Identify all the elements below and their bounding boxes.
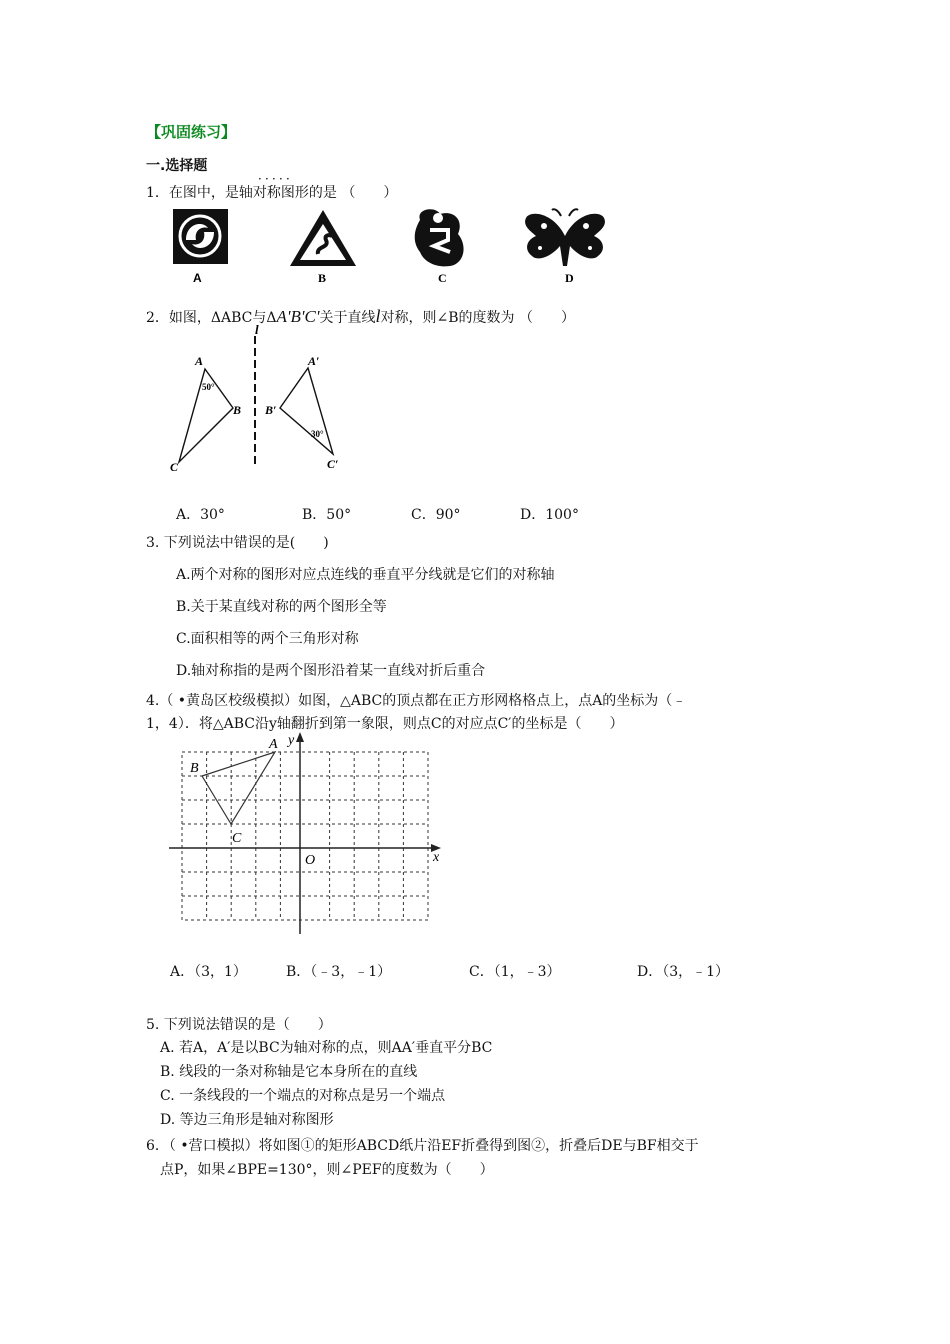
q5-option-b[interactable]: B. 线段的一条对称轴是它本身所在的直线 [160, 1064, 418, 1080]
figure-c-stamp [415, 209, 464, 266]
q5-option-d[interactable]: D. 等边三角形是轴对称图形 [160, 1112, 334, 1128]
figure-a-label: A [193, 271, 202, 285]
label-c-prime: C′ [327, 457, 339, 471]
y-axis-arrow [296, 732, 304, 742]
q4-option-c[interactable]: C．（1，﹣3） [469, 964, 561, 980]
part-heading: 一.选择题 [146, 158, 208, 174]
q3-option-b[interactable]: B.关于某直线对称的两个图形全等 [176, 599, 387, 615]
label-a-prime: A′ [308, 354, 320, 368]
figure-b-triangle [290, 210, 356, 266]
q2-figure [165, 322, 355, 477]
label-b-prime: B′ [265, 403, 277, 417]
q4-grid-figure [165, 728, 450, 938]
label-a: A [195, 354, 204, 368]
q3-option-d[interactable]: D.轴对称指的是两个图形沿着某一直线对折后重合 [176, 663, 486, 679]
q3-stem: 3. 下列说法中错误的是( ) [146, 535, 329, 551]
symmetry-line-label: l [255, 322, 259, 337]
q3-option-c[interactable]: C.面积相等的两个三角形对称 [176, 631, 359, 647]
y-axis-label: y [288, 733, 295, 748]
q3-option-a[interactable]: A.两个对称的图形对应点连线的垂直平分线就是它们的对称轴 [176, 567, 555, 583]
label-c: C [170, 460, 179, 474]
q2-option-b[interactable]: B．50° [302, 507, 352, 523]
figure-d-butterfly [525, 209, 605, 266]
q2-stem-start: 2．如图，ΔABC与Δ [146, 310, 277, 326]
emphasis-dots: ．．．．． [258, 168, 300, 182]
q1-stem: 1．在图中，是轴对称图形的是 （ ） [146, 185, 398, 201]
figure-c-label: C [438, 271, 447, 285]
q2-option-a[interactable]: A．30° [176, 507, 225, 523]
q4-option-d[interactable]: D．（3，﹣1） [637, 964, 730, 980]
figure-a-swirl [173, 209, 228, 264]
q4-stem-line1: 4.（ •黄岛区校级模拟）如图，△ABC的顶点都在正方形网格格点上，点A的坐标为（﹣ [146, 693, 687, 709]
q4-option-a[interactable]: A．（3，1） [170, 964, 247, 980]
q2-stem-end: 对称，则∠B的度数为 （ ） [380, 310, 575, 326]
angle-50: 50° [202, 382, 215, 392]
q5-option-a[interactable]: A. 若A，A′是以BC为轴对称的点，则AA′垂直平分BC [160, 1040, 493, 1056]
grid-label-c: C [232, 831, 242, 846]
q2-stem-mid: 关于直线 [319, 310, 376, 326]
q4-option-b[interactable]: B．（﹣3，﹣1） [286, 964, 392, 980]
triangle-abc-grid [202, 752, 275, 824]
dashed-grid [182, 752, 428, 920]
angle-30: 30° [311, 429, 324, 439]
q6-stem-line1: 6．（ •营口模拟）将如图①的矩形ABCD纸片沿EF折叠得到图②，折叠后DE与BF相交于 [146, 1138, 699, 1154]
section-heading: 【巩固练习】 [146, 123, 237, 141]
q4-stem-line2: 1，4）．将△ABC沿y轴翻折到第一象限，则点C的对应点C′的坐标是（ ） [146, 716, 624, 732]
figure-d-label: D [565, 271, 574, 285]
q2-option-c[interactable]: C．90° [411, 507, 461, 523]
triangle-a1b1c1 [280, 368, 333, 454]
x-axis-label: x [433, 850, 440, 865]
q2-stem-line: l [375, 306, 381, 326]
q5-option-c[interactable]: C. 一条线段的一个端点的对称点是另一个端点 [160, 1088, 446, 1104]
label-b: B [233, 403, 242, 417]
q6-stem-line2: 点P，如果∠BPE=130°，则∠PEF的度数为（ ） [160, 1162, 494, 1178]
q2-option-d[interactable]: D．100° [520, 507, 579, 523]
q5-stem: 5. 下列说法错误的是（ ） [146, 1017, 332, 1033]
figure-b-label: B [318, 271, 327, 285]
origin-label: O [305, 853, 316, 868]
grid-label-a: A [269, 737, 278, 752]
grid-label-b: B [190, 761, 199, 776]
q2-stem-math: A'B'C' [276, 307, 320, 326]
q1-figures [168, 206, 618, 286]
